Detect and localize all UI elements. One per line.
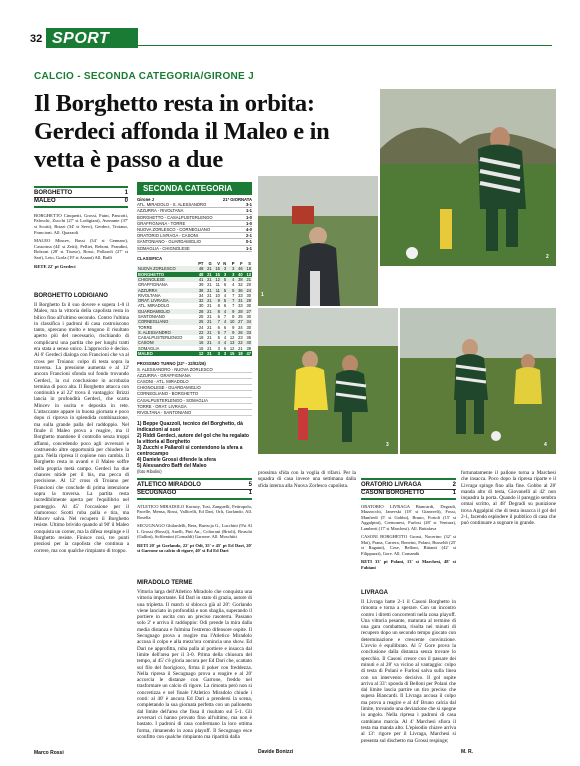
photo-captions bbox=[137, 421, 252, 469]
box-rule bbox=[137, 478, 252, 480]
caption-line: 2) Riddi Gerdeci, autore del gol che ha regalato la vittoria al Borghetto bbox=[137, 433, 249, 446]
stat-cell: 6 bbox=[217, 314, 220, 319]
result-match: NUOVA ZORLESCO - CORNEGLIANO bbox=[137, 227, 211, 233]
page-number: 32 bbox=[30, 33, 43, 45]
box-rule bbox=[361, 498, 456, 500]
team-cell: GUARDAMIGLIO bbox=[137, 309, 195, 314]
stat-cell: 4 bbox=[232, 282, 235, 288]
box-rule bbox=[137, 498, 252, 500]
results-list bbox=[137, 202, 252, 252]
lineup-home: BORGHETTO Cinquetti, Grossi, Faini, Pancotti, Paloschi, Zucchi (27' st Lodigiani), Avenante (37' st Scotti), Brizzi (34' st Sevo), Gerdeci, Troiano, Francioni. All. Quazzoli bbox=[34, 212, 130, 235]
stat-cell: 30 bbox=[246, 314, 251, 319]
article-body: Vittoria larga dell'Atletico Miradolo che conquista una vittoria importante. Ed Dari in stato di grazia, autore di una tripletta. Il match si sblocca già al 20': Gorlando viene lanciato in profondità e non sbaglia, superando il portiere in uscita con un preciso rasoterra. Passano solo 2' e arriva il raddoppio: Odi prende la mira dalla media distanza e fulmina l'estremo difensore ospite. Il Secugnago prova a reagire ma l'Atletico Miradolo accusa il colpo e alla mezz'ora comincia uno show. Ed Dari ne approfitta, ruba palla al portiere e insacca dal limite dell'area per il 3-0. Prima della chiusura del tempo, al 45' c'è gloria ancora per Ed Dari che, scattato sul filo del fuorigioco, firma il poker con freddezza. Nella ripresa il Secugnago prova a reagire e al 20' accorcia le distanze con Garrone, freddo nel trasformare un calcio di rigore. La rimonta però non si concretizza e nel finale l'Atletico Miradolo chiude i conti: al 40' è ancora Ed Dari a prendersi la scena, completando la sua giornata perfetta con un pallonetto dal limite dell'area che fissa il risultato sul 5-1. Gli avversari ci hanno provato fino all'ultimo, ma non è bastato. I padroni di casa confermano la loro ottima forma, rimanendo in zona playoff. Il Secugnago esce sconfitto con qualche rimpianto ma ripartirà dalla bbox=[137, 589, 254, 740]
stat-cell: 9 bbox=[232, 324, 235, 330]
score-row-2 bbox=[361, 490, 456, 496]
stat-cell: 21 bbox=[204, 298, 212, 303]
team-cell: GRAFFIGNANA bbox=[138, 282, 168, 288]
stat-cell: 12 bbox=[195, 351, 204, 356]
stat-cell: 7 bbox=[213, 319, 221, 324]
box-rule bbox=[34, 197, 128, 198]
stat-cell: 18 bbox=[244, 266, 252, 271]
stat-cell: 9 bbox=[213, 298, 221, 303]
stat-cell: 34 bbox=[244, 319, 252, 324]
photo-1 bbox=[258, 176, 378, 306]
result-match: SOMAGLIA - CHIGNOLESE bbox=[137, 245, 190, 251]
fixture-row: CHIGNOLESE - GUARDAMIGLIO bbox=[137, 385, 252, 391]
result-match: AZZURRA - RIVOLTANA bbox=[137, 208, 184, 214]
lineup-away: CASONI BORGHETTO Grossi, Nocerino (32' st Mai), Prana, Carrera, Bonvini, Polani, Busseldi (25' st Ragaini), Cose, Belloni, Bittanti (42' st Filippazzi), Gore. All. Comandù bbox=[361, 534, 458, 556]
stat-cell: 4 bbox=[221, 319, 227, 324]
stat-cell: 13 bbox=[244, 272, 252, 277]
result-match: ORATORIO LIVRAGA - CASONI bbox=[137, 233, 198, 239]
stat-cell: 11 bbox=[215, 282, 220, 288]
fixture-row: CORNEGLIANO - BORGHETTO bbox=[137, 391, 252, 397]
stat-cell: 6 bbox=[223, 345, 227, 351]
result-match: SANTONIANO - GUARDAMIGLIO bbox=[137, 239, 201, 245]
stat-cell: 21 bbox=[204, 277, 212, 282]
signature: M. R. bbox=[461, 749, 473, 755]
stat-cell: 25 bbox=[198, 314, 204, 319]
stat-cell: 15 bbox=[213, 266, 221, 271]
table-header-cell: F bbox=[240, 261, 243, 267]
stat-cell: 27 bbox=[235, 319, 243, 324]
stat-cell: 48 bbox=[195, 266, 204, 271]
stat-cell: 4 bbox=[213, 340, 221, 345]
team-cell: S. ALESSANDRO bbox=[137, 330, 195, 335]
result-match: BORGHETTO - CASALPUSTERLENGO bbox=[137, 214, 213, 220]
result-score: 1-0 bbox=[245, 214, 252, 220]
stat-cell: 28 bbox=[235, 309, 243, 314]
team-cell: CORNEGLIANO bbox=[137, 319, 195, 324]
article-body: Il Borghetto fa il suo dovere e supera 1-0 il Maleo, ma la vittoria della capolista resta in bilico fino all'ultimo secondo. Contro l'ultima in classifica i padroni di casa costruiscono tanto, sprecano molto e tengono il risultato aperto più del necessario, rischiando di complicarsi una partita che per lunghi tratti era stata a senso unico. L'approccio è deciso. Al 6' Gerdeci dialoga con Francioni che va al cross per Troiano: colpo di testa sopra la traversa. La pressione aumenta e al 12' ancora Francioni sfonda sul fondo trovando Gerdeci, la cui conclusione in acrobazia termina di poco alta. Il Borghetto attacca con continuità e al 22' trova il vantaggio: Brizzi lancia in profondità Gerdeci, che scarta Mincev in uscita e deposita in rete. L'attaccante appare in buona giornata e poco dopo ci riprova in splendida combinazione, ma sulla grande palla del raddoppio. Nel finale il Maleo prova a reagire, ma il Borghetto mantiene il controllo senza troppi affanni, concedendo poco agli avversari e costruendo altre opportunità per chiudere la gara. Nella ripresa il copione non cambia. Il Borghetto resta in avanti e il Maleo soffre nella propria metà campo. Gerdeci ha due chances nitide per il bis, ma pecca di precisione. Al 12' cross di Troiano per Francioni che conclude di prima intenzione sopra la traversa. La partita resta incredibilmente aperta per l'equilibrio nel punteggio. Al 45' l'occasione per il clamoroso: Scotti ruba palla e tira, ma Mincev salva. Nel recupero il Borghetto resiste. Ultimo brivido quando al 90' il Maleo conquista un corner, ma la difesa respinge e il Borghetto resiste. Finisce così, tre punti preziosi per la capolista che continua a correre, ma con qualche rimpianto di troppo. bbox=[34, 302, 131, 554]
match-box-1 bbox=[34, 186, 128, 269]
kicker: CALCIO - SECONDA CATEGORIA/GIRONE J bbox=[34, 71, 254, 82]
fixture-row: TORRE - ORAT. LIVRAGA bbox=[137, 404, 252, 410]
stat-cell: 8 bbox=[232, 314, 235, 319]
stat-cell: 25 bbox=[195, 319, 204, 324]
score-row-1 bbox=[34, 190, 128, 196]
team-score: 1 bbox=[452, 490, 456, 497]
stat-cell: 38 bbox=[195, 288, 204, 293]
stat-cell: 32 bbox=[195, 298, 204, 303]
stat-cell: 36 bbox=[235, 288, 243, 293]
fixture-row: CASONI - ATL. MIRADOLO bbox=[137, 379, 252, 385]
stat-cell: 4 bbox=[227, 277, 235, 282]
stat-cell: 7 bbox=[223, 314, 227, 319]
stat-cell: 30 bbox=[246, 303, 251, 309]
stat-cell: 5 bbox=[213, 330, 221, 335]
stat-cell: 3 bbox=[221, 272, 227, 277]
stat-cell: 31 bbox=[235, 298, 243, 303]
team-cell: ORAT. LIVRAGA bbox=[137, 298, 195, 303]
score-row-2 bbox=[34, 198, 128, 204]
stat-cell: 21 bbox=[207, 292, 212, 298]
result-match: GRAFFIGNANA - TORRE bbox=[137, 220, 186, 226]
stat-cell: 4 bbox=[221, 340, 227, 345]
next-round-title: PROSSIMO TURNO (22ª - 22/02/26) bbox=[137, 361, 206, 367]
photo-number: 1 bbox=[261, 292, 264, 298]
team-cell: ATL. MIRADOLO bbox=[138, 303, 170, 309]
stat-cell: 15 bbox=[227, 351, 235, 356]
stat-cell: 5 bbox=[217, 335, 220, 341]
stat-cell: 7 bbox=[221, 330, 227, 335]
photo-2 bbox=[380, 89, 556, 266]
stat-cell: 19 bbox=[198, 335, 204, 341]
result-score: 3-1 bbox=[245, 202, 252, 208]
photo-4 bbox=[400, 308, 556, 454]
stat-cell: 12 bbox=[229, 345, 235, 351]
stat-cell: 7 bbox=[232, 303, 235, 309]
stat-cell: 12 bbox=[213, 277, 221, 282]
stat-cell: 5 bbox=[221, 288, 227, 293]
stat-cell: 41 bbox=[195, 277, 204, 282]
stat-cell: 18 bbox=[235, 351, 243, 356]
lineup-home: ATLETICO MIRADOLO Korasiy, Tosi, Zanguellí, Fettropolo, Pacelle, Mensa, Rossi, Vallicelli, Ed Dari, Orli, Gorlando. All. Rosella bbox=[137, 503, 254, 520]
fixture-row: S. ALESSANDRO - NUOVA ZORLESCO bbox=[137, 367, 252, 373]
dateline: LIVRAGA bbox=[361, 590, 388, 596]
result-score: 2-1 bbox=[245, 233, 252, 239]
stat-cell: 9 bbox=[227, 309, 235, 314]
stat-cell: 15 bbox=[213, 272, 221, 277]
stat-cell: 10 bbox=[215, 292, 220, 298]
stat-cell: 8 bbox=[213, 309, 221, 314]
fixture-row: AZZURRA - GRAFFIGNANA bbox=[137, 373, 252, 379]
stat-cell: 20 bbox=[246, 282, 251, 288]
stat-cell: 30 bbox=[246, 292, 251, 298]
result-match: ATL. MIRADOLO - S. ALESSANDRO bbox=[137, 202, 207, 208]
team-cell: SOMAGLIA bbox=[138, 345, 160, 351]
goals: RETI 20' pt Gorlando, 22' pt Odi, 35' e 45' pt Ed Dari, 20' st Garrone su calcio di rigore, 40' st Ed Ed Dari bbox=[137, 542, 254, 554]
team-cell: SANTONIANO bbox=[138, 314, 165, 319]
photo-credit: (foto Ribolini) bbox=[137, 469, 162, 475]
box-rule bbox=[361, 478, 456, 480]
team-score: 2 bbox=[452, 481, 456, 488]
team-score: 5 bbox=[248, 481, 252, 488]
box-rule bbox=[34, 206, 128, 208]
stat-cell: 23 bbox=[238, 335, 243, 341]
team-score: 1 bbox=[248, 490, 252, 497]
table-header-cell: V bbox=[217, 261, 220, 267]
score-row-1 bbox=[137, 482, 252, 488]
team-cell: TORRE bbox=[138, 324, 153, 330]
stat-cell: 10 bbox=[227, 319, 235, 324]
stat-cell: 7 bbox=[232, 292, 235, 298]
stat-cell: 39 bbox=[246, 345, 251, 351]
section-label: SPORT bbox=[52, 30, 110, 47]
stat-cell: 5 bbox=[221, 298, 227, 303]
stat-cell: 40 bbox=[235, 272, 243, 277]
stat-cell: 21 bbox=[207, 303, 212, 309]
stat-cell: 21 bbox=[204, 351, 212, 356]
table-header-cell: N bbox=[223, 261, 227, 267]
stat-cell: 24 bbox=[238, 324, 243, 330]
result-score: 1-0 bbox=[245, 220, 252, 226]
stat-cell: 21 bbox=[204, 288, 212, 293]
stat-cell: 22 bbox=[235, 340, 243, 345]
result-score: 0-1 bbox=[245, 239, 252, 245]
box-rule bbox=[361, 489, 456, 490]
stat-cell: 30 bbox=[246, 324, 251, 330]
table-header-cell: P bbox=[231, 261, 235, 267]
caption-line: 3) Zucchi e Pallaroli si contendono la sfera a centrocampo bbox=[137, 445, 243, 458]
article-body-continued: fortunatamente il pallone torna a Marchesi che insacca. Poco dopo la ripresa riparte e il Livraga spinge fino alla fine. Gobbo al 28' manda alto di testa, Giovanelli al 42' non inquadra la porta. Quando il pareggio sembra ormai scritto, al 48' Degradi su punizione trova Aggalpini che di testa insacca il gol del 2-1, facendo esplodere il pubblico di casa che può continuare a sognare in grande. bbox=[461, 470, 558, 527]
result-row bbox=[137, 246, 252, 252]
stat-cell: 21 bbox=[207, 345, 212, 351]
team-cell: AZZURRA bbox=[137, 288, 195, 293]
team-cell: CHIGNOLESE bbox=[137, 277, 195, 282]
stat-cell: 25 bbox=[238, 314, 243, 319]
stat-cell: 6 bbox=[223, 303, 227, 309]
stat-cell: 21 bbox=[204, 340, 212, 345]
stat-cell: 7 bbox=[227, 298, 235, 303]
next-round-list bbox=[137, 367, 252, 417]
box-rule bbox=[137, 489, 252, 490]
stat-cell: 27 bbox=[244, 309, 252, 314]
stat-cell: 21 bbox=[204, 266, 212, 271]
stat-cell: 28 bbox=[195, 309, 204, 314]
table-header-cell: G bbox=[208, 261, 212, 267]
stat-cell: 33 bbox=[238, 303, 243, 309]
team-score: 1 bbox=[124, 189, 128, 196]
stat-cell: 47 bbox=[244, 351, 252, 356]
stat-cell: 9 bbox=[227, 330, 235, 335]
fixture-row: RIVOLTANA - SANTONIANO bbox=[137, 410, 252, 416]
stat-cell: 21 bbox=[204, 330, 212, 335]
stat-cell: 3 bbox=[217, 345, 220, 351]
stat-cell: 3 bbox=[227, 272, 235, 277]
stat-cell: 3 bbox=[221, 351, 227, 356]
dateline: BORGHETTO LODIGIANO bbox=[34, 293, 108, 299]
girone-label: Girone J bbox=[137, 197, 154, 202]
stat-cell: 3 bbox=[227, 266, 235, 271]
result-score: 1-1 bbox=[245, 208, 252, 214]
lineup-away: SECUGNAGO Ghilardelli, Bera, Burtscja G., Lucchini (9'st Al L Grossi (Rossi)), Anelli, Pini An., Coltorani (Brioli), Bruschi (Gallini), Soffientini (Cornaldi) Garrone. All. Moschitti bbox=[137, 523, 254, 540]
team-name: BORGHETTO bbox=[34, 189, 73, 196]
stat-cell: 5 bbox=[221, 277, 227, 282]
team-name: MALEO bbox=[34, 198, 56, 205]
team-name: ORATORIO LIVRAGA bbox=[361, 481, 422, 488]
score-row-1 bbox=[361, 482, 456, 488]
stat-cell: 6 bbox=[217, 324, 220, 330]
stat-cell: 4 bbox=[223, 335, 227, 341]
stat-cell: 36 bbox=[246, 335, 251, 341]
signature: Davide Bonizzi bbox=[258, 749, 294, 755]
stat-cell: 21 bbox=[204, 272, 212, 277]
stat-cell: 21 bbox=[207, 335, 212, 341]
stat-cell: 34 bbox=[198, 292, 204, 298]
box-rule bbox=[34, 186, 128, 188]
stat-cell: 48 bbox=[195, 272, 204, 277]
stat-cell: 4 bbox=[223, 292, 227, 298]
standings-box bbox=[137, 182, 252, 474]
team-cell: NUOVA ZORLESCO bbox=[137, 266, 195, 271]
stat-cell: 39 bbox=[198, 282, 204, 288]
stat-cell: 33 bbox=[238, 292, 243, 298]
table-header-cell: PT bbox=[198, 261, 204, 267]
round-label: 21ª GIORNATA bbox=[222, 197, 252, 202]
team-cell: CASALPUSTERLENGO bbox=[138, 335, 183, 341]
stat-cell: 3 bbox=[213, 351, 221, 356]
table-row bbox=[137, 351, 252, 356]
stat-cell: 46 bbox=[235, 266, 243, 271]
standings-title: SECONDA CATEGORIA bbox=[137, 182, 252, 195]
team-score: 0 bbox=[124, 198, 128, 205]
photo-number: 4 bbox=[544, 442, 547, 448]
standings-table bbox=[137, 261, 252, 356]
caption-line: 1) Beppe Quazzoli, tecnico del Borghetto, dà indicazioni ai suoi bbox=[137, 421, 243, 434]
team-name: SECUGNAGO bbox=[137, 490, 177, 497]
headline: Il Borghetto resta in orbita: Gerdeci affonda il Maleo e in vetta è passo a due bbox=[34, 90, 330, 173]
result-score: 1-1 bbox=[245, 245, 252, 251]
article-body-continued: prossima sfida con la voglia di rifarsi. Per la squadra di casa invece una settimana dalla sfida interna alla Nuova Zorlesco capolista. bbox=[258, 470, 358, 489]
stat-cell: 21 bbox=[207, 314, 212, 319]
team-cell: BORGHETTO bbox=[137, 272, 195, 277]
stat-cell: 11 bbox=[213, 288, 221, 293]
lineup-home: ORATORIO LIVRAGA Biancardi, Degradi, Mazzocchi, Janevski (18' st Gianvreli), Fossi, Manfredi (5' st Gobbo), Bruno, Fortoli (15' st Aggalpini), Cremonesi, Furlosi (28' st Ventura), Lamberti (17' st Marchesi). All. Buttafava bbox=[361, 503, 458, 531]
score-row-2 bbox=[137, 490, 252, 496]
stat-cell: 15 bbox=[198, 345, 204, 351]
table-header-cell: S bbox=[248, 261, 251, 267]
article-body: Il Livraga batte 2-1 il Casoni Borghetto in rimonta e torna a sperare. Con un incontro contro i diretti concorrenti nella zona playoff. Una vittoria pesante, maturata al termine di una gara combattuta, risolta nei minuti di recupero dopo un secondo tempo giocato con determinazione e crescente convinzione. L'avvio è equilibrato. Al 5' Gore prova la conclusione dalla distanza senza trovare lo specchio. Il Casoni cresce con il passare dei minuti e al 28' va vicino al vantaggio: colpo di testa di Polani e Furlosi salva sulla linea con un intervento decisivo. Il gol ospite arriva al 33': sponda di Belloni per Polani che dal limite lascia partire un tiro preciso che supera Biancardi. Il Livraga accusa il colpo ma prova a reagire e al 44' Bruno calcia dal limite, trovando una deviazione che si spegne in angolo. Nella ripresa i padroni di casa cambiano marcia. Al 4' Marchesi sfiora il testa ma manda alto. L'episodio chiave arriva al 13': rigore per il Livraga, Marchesi si presenta sul dischetto ma Grossi respinge; bbox=[361, 599, 458, 744]
stat-cell: 6 bbox=[223, 324, 227, 330]
header-rule bbox=[138, 45, 552, 46]
team-cell: CASONI bbox=[137, 340, 195, 345]
stat-cell: 6 bbox=[223, 282, 227, 288]
stat-cell: 16 bbox=[195, 340, 204, 345]
stat-cell: 33 bbox=[244, 330, 252, 335]
stat-cell: 4 bbox=[221, 309, 227, 314]
stat-cell: 30 bbox=[198, 303, 204, 309]
stat-cell: 21 bbox=[238, 345, 243, 351]
stat-cell: 12 bbox=[229, 335, 235, 341]
stat-cell: 8 bbox=[217, 303, 220, 309]
team-name: ATLETICO MIRADOLO bbox=[137, 481, 201, 488]
match-box-3 bbox=[361, 478, 456, 570]
stat-cell: 40 bbox=[244, 340, 252, 345]
stat-cell: 24 bbox=[198, 324, 204, 330]
lineup-away: MALEO Mincev, Bassi (34' st Gennaro), Castorina (44' st Zetti), Pelliet, Reboni, Prandini, Bolzoni (28' st Tixeur), Rossi, Pollaroli (27' st Sari), Leto, Gorla (19' st Assani) All. Baffi bbox=[34, 238, 130, 260]
stat-cell: 21 bbox=[204, 319, 212, 324]
stat-cell: 22 bbox=[195, 330, 204, 335]
signature: Marco Rossi bbox=[34, 750, 64, 756]
table-title: CLASSIFICA bbox=[137, 255, 163, 261]
team-cell: MALEO bbox=[137, 351, 195, 356]
stat-cell: 21 bbox=[244, 277, 252, 282]
dateline: MIRADOLO TERME bbox=[137, 580, 193, 586]
stat-cell: 5 bbox=[227, 288, 235, 293]
fixture-row: CASALPUSTERLENGO - SOMAGLIA bbox=[137, 398, 252, 404]
stat-cell: 29 bbox=[244, 298, 252, 303]
stat-cell: 13 bbox=[227, 340, 235, 345]
team-name: CASONI BORGHETTO bbox=[361, 490, 425, 497]
stat-cell: 3 bbox=[221, 266, 227, 271]
section-tag bbox=[46, 28, 138, 48]
stat-cell: 21 bbox=[207, 282, 212, 288]
caption-line: 5) Alessandro Baffi del Maleo bbox=[137, 463, 207, 470]
caption-line: 4) Daniele Grossi difende la sfera bbox=[137, 457, 216, 464]
stat-cell: 32 bbox=[238, 282, 243, 288]
photo-number: 2 bbox=[546, 254, 549, 260]
team-cell: RIVOLTANA bbox=[138, 292, 161, 298]
stat-cell: 38 bbox=[235, 277, 243, 282]
result-score: 4-0 bbox=[245, 227, 252, 233]
match-box-2 bbox=[137, 478, 252, 554]
photo-number: 3 bbox=[386, 442, 389, 448]
goals: RETI 33' pt Polani, 13' st Marchesi, 48' st Fabiani bbox=[361, 559, 458, 570]
stat-cell: 24 bbox=[244, 288, 252, 293]
photo-3 bbox=[258, 308, 398, 454]
stat-cell: 26 bbox=[235, 330, 243, 335]
stat-cell: 21 bbox=[204, 309, 212, 314]
stat-cell: 21 bbox=[207, 324, 212, 330]
goals: RETE 22' pt Gerdeci bbox=[34, 263, 76, 269]
